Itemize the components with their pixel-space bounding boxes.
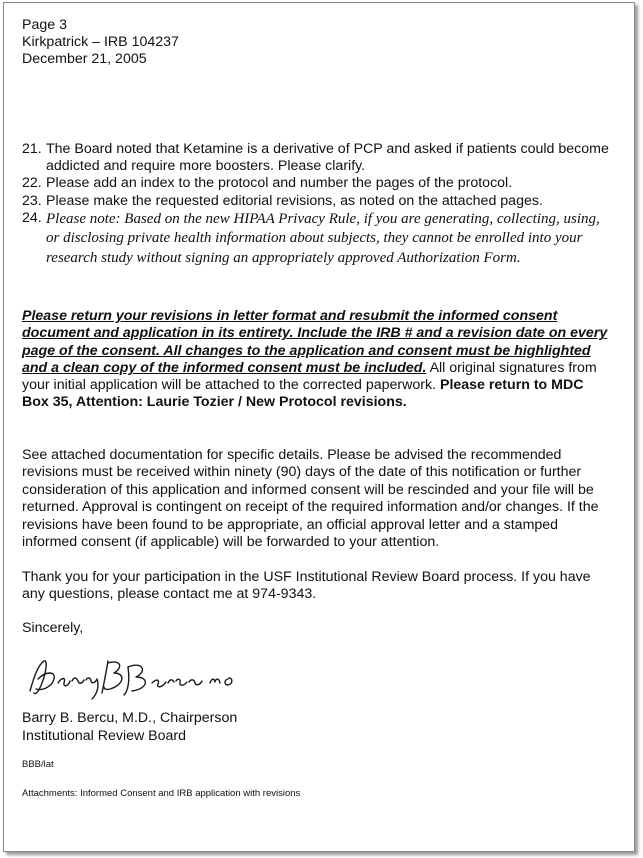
closing-salutation: Sincerely, xyxy=(22,620,84,636)
signature-note: All original signatures from your initial application will be attached to the corrected paperwork. xyxy=(22,359,597,394)
item-number: 22. xyxy=(22,175,42,192)
list-item xyxy=(22,210,614,269)
list-item xyxy=(22,175,614,192)
list-item xyxy=(22,141,614,175)
irb-reference: Kirkpatrick – IRB 104237 xyxy=(22,34,179,50)
signatory-block xyxy=(22,710,237,745)
item-text: Please make the requested editorial revisions, as noted on the attached pages. xyxy=(46,192,543,209)
signatory-title: Institutional Review Board xyxy=(22,727,187,744)
item-number: 24. xyxy=(22,209,42,226)
emphasized-instructions: Please return your revisions in letter format and resubmit the informed consent document and application in its entirety. Include the IRB # and a revision date on every page of the consent. All changes to the application and consent must be highlighted and a clean copy of the informed consent must be included. xyxy=(22,308,608,376)
return-address: Please return to MDC Box 35, Attention: Laurie Tozier / New Protocol revisions. xyxy=(22,377,584,411)
signatory-name: Barry B. Bercu, M.D., Chairperson xyxy=(22,710,238,726)
thanks-paragraph: Thank you for your participation in the USF Institutional Review Board process. If you have any questions, please contact me at 974-9343. xyxy=(22,569,591,603)
item-text: Please add an index to the protocol and number the pages of the protocol. xyxy=(46,175,513,192)
signature-graphic xyxy=(24,653,254,703)
attachments-note: Attachments: Informed Consent and IRB application with revisions xyxy=(22,788,301,799)
handwritten-signature xyxy=(24,653,254,708)
details-paragraph: See attached documentation for specific details. Please be advised the recommended revisions must be received within ninety (90) days of the date of this notification or further consideration of this application and informed consent will be rescinded and your file will be returned. Approval is contingent on receipt of the required information and/or changes. If the revisions have been found to be appropriate, an official approval letter and a stamped informed consent (if applicable) will be forwarded to your attention. xyxy=(22,447,599,551)
item-number: 23. xyxy=(22,192,42,209)
return-instructions-paragraph xyxy=(22,308,614,412)
revision-items-list xyxy=(22,141,614,268)
typist-initials: BBB/lat xyxy=(22,759,54,770)
letter-header xyxy=(22,17,179,68)
hipaa-note-text: Please note: Based on the new HIPAA Privacy Rule, if you are generating, collecting, using, or disclosing private health information about subjects, they cannot be enrolled into your research study without signing an appropriately approved Authorization Form. xyxy=(46,210,600,266)
item-number: 21. xyxy=(22,141,42,157)
item-text: The Board noted that Ketamine is a derivative of PCP and asked if patients could become addicted and require more boosters. Please clarify. xyxy=(46,141,609,175)
letter-page xyxy=(3,2,635,852)
letter-date: December 21, 2005 xyxy=(22,51,147,67)
page-number: Page 3 xyxy=(22,17,67,33)
list-item xyxy=(22,193,614,210)
